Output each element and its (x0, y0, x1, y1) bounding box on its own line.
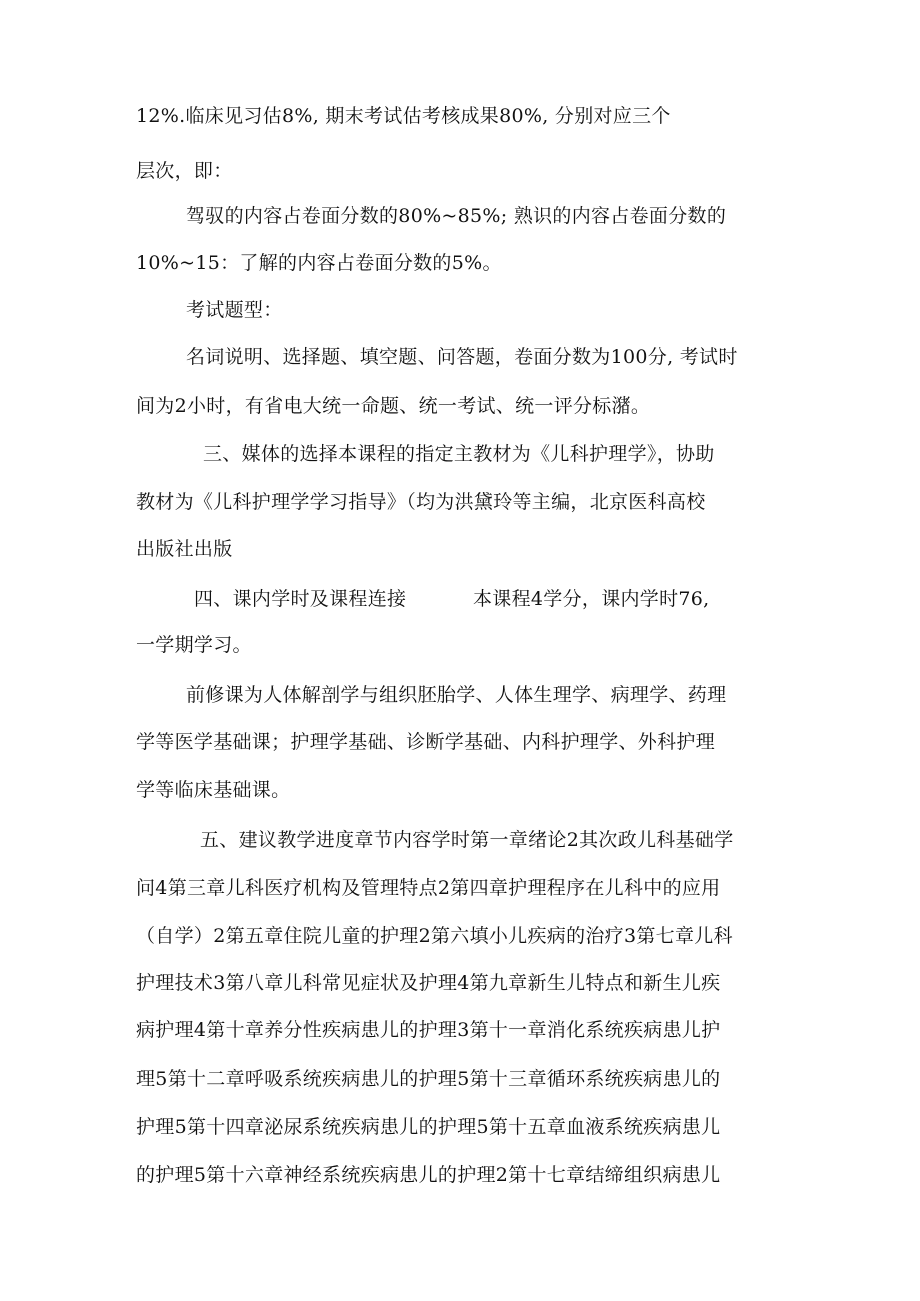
text-line: 理5第十二章呼吸系统疾病患儿的护理5第十三章循环系统疾病患儿的 (136, 1068, 721, 1090)
section-heading-line (194, 587, 406, 611)
text-line: 12%.临床见习估8%, 期末考试估考核成果80%, 分别对应三个 (136, 105, 671, 127)
text-line: 病护理4第十章养分性疾病患儿的护理3第十一章消化系统疾病患儿护 (136, 1019, 721, 1041)
text-line: （自学）2第五章住院儿童的护理2第六填小儿疾病的治疗3第七章儿科 (136, 925, 733, 947)
text-line: 护理5第十四章泌尿系统疾病患儿的护理5第十五章血液系统疾病患儿 (136, 1116, 721, 1138)
text-line: 10%~15：了解的内容占卷面分数的5%。 (136, 252, 502, 274)
text-line: 层次，即： (136, 160, 233, 182)
section-heading-line: 五、建议教学进度章节内容学时第一章绪论2其次政儿科基础学 (200, 829, 734, 851)
section-heading-line: 三、媒体的选择本课程的指定主教材为《儿科护理学》，协助 (203, 443, 715, 465)
text-line: 驾驭的内容占卷面分数的80%~85%; 熟识的内容占卷面分数的 (186, 205, 727, 227)
text-line: 护理技术3第八章儿科常见症状及护理4第九章新生儿特点和新生儿疾 (136, 972, 721, 994)
text-line: 前修课为人体解剖学与组织胚胎学、人体生理学、病理学、药理 (186, 684, 727, 706)
text-line: 的护理5第十六章神经系统疾病患儿的护理2第十七章结缔组织病患儿 (136, 1164, 721, 1186)
text-line: 学等临床基础课。 (136, 779, 291, 801)
text-line: 学等医学基础课；护理学基础、诊断学基础、内科护理学、外科护理 (136, 731, 716, 753)
text-line: 教材为《儿科护理学学习指导》（均为洪黛玲等主编，北京医科高校 (136, 491, 706, 513)
text-line (473, 587, 710, 611)
text-line: 问4第三章儿科医疗机构及管理特点2第四章护理程序在儿科中的应用 (136, 877, 721, 899)
text-line: 考试题型： (186, 299, 283, 321)
text-line: 出版社出版 (136, 538, 233, 560)
section-heading: 四、课内学时及课程连接 (194, 588, 407, 610)
section-heading-text: 本课程4学分，课内学时76, (473, 588, 710, 610)
text-line: 一学期学习。 (136, 634, 252, 656)
text-line: 名词说明、选择题、填空题、问答题，卷面分数为100分, 考试时 (186, 346, 738, 368)
text-line: 间为2小时，有省电大统一命题、统一考试、统一评分标潴。 (136, 395, 651, 417)
